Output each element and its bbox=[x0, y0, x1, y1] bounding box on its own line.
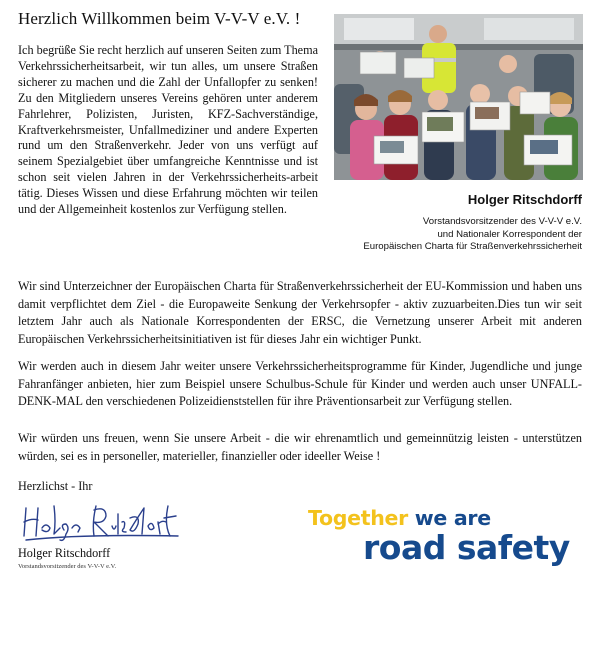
slogan-word-we-are: we are bbox=[414, 506, 491, 530]
photo-caption bbox=[322, 192, 582, 254]
slogan-word-together: Together bbox=[308, 506, 408, 530]
paragraph-programs: Wir werden auch in diesem Jahr weiter unsere Verkehrssicherheitsprogramme für Kinder, Jugendliche und junge Fahranfänger anbieten, hier zum Beispiel unsere Schulbus-Schule für Kinder und werden auch unser UNFALL-DENK-MAL den verschiedenen Polizeidienststellen für ihre Präventionsarbeit zur Verfügung stellen. bbox=[18, 359, 582, 408]
signer-role: Vorstandsvorsitzender des V-V-V e.V. bbox=[18, 563, 117, 570]
slogan-road-safety: road safety bbox=[363, 528, 570, 567]
paragraph-charter: Wir sind Unterzeichner der Europäischen Charta für Straßenverkehrssicherheit der EU-Kommission und haben uns damit verpflichtet dem Ziel - die Europaweite Senkung der Verkehrsopfer - aktiv zuzuarbeiten.Dies tun wir seit letztem Jahr auch als Nationale Korrespondenten der ERSC, die Vernetzung unserer Arbeit mit anderen Europäischen Verkehrssicherheitsinitiativen ist für dieses Jahr ein wichtiger Punkt. bbox=[18, 279, 582, 346]
closing-greeting: Herzlichst - Ihr bbox=[18, 479, 93, 493]
caption-role-line-2: und Nationaler Korrespondent der bbox=[437, 228, 582, 240]
signer-name: Holger Ritschdorff bbox=[18, 546, 111, 560]
caption-role-line-3: Europäischen Charta für Straßenverkehrssicherheit bbox=[363, 241, 582, 252]
handwritten-signature bbox=[20, 500, 180, 549]
caption-role-line-1: Vorstandsvorsitzender des V-V-V e.V. bbox=[422, 216, 582, 227]
road-safety-logo bbox=[308, 506, 588, 567]
paragraph-support: Wir würden uns freuen, wenn Sie unsere Arbeit - die wir ehrenamtlich und gemeinnützig leisten - unterstützen würden, sei es in personeller, materieller, finanzieller oder ideeller Weise ! bbox=[18, 431, 582, 463]
page-title: Herzlich Willkommen beim V-V-V e.V. ! bbox=[18, 9, 301, 28]
group-photo bbox=[334, 14, 583, 180]
caption-name: Holger Ritschdorff bbox=[467, 192, 582, 207]
intro-text: Ich begrüße Sie recht herzlich auf unseren Seiten zum Thema Verkehrssicherheitsarbeit, wir tun alles, um unsere Straßen sicherer zu machen und die Zahl der Unfallopfer zu senken! Zu den Mitgliedern unseres Vereins gehören unter anderem Fahrlehrer, Polizisten, Juristen, KFZ-Sachverständige, Kraftverkehrsmeister, Unfallmediziner und andere Experten rund um den Straßenverkehr. Jeder von uns verfügt auf seinem Spezialgebiet über umfangreiche Kenntnisse und ist schon seit vielen Jahren in der Verkehrssicherheits-arbeit tätig. Dieses Wissen und diese Erfahrung möchten wir teilen und der Allgemeinheit kostenlos zur Verfügung stellen. bbox=[18, 43, 318, 217]
